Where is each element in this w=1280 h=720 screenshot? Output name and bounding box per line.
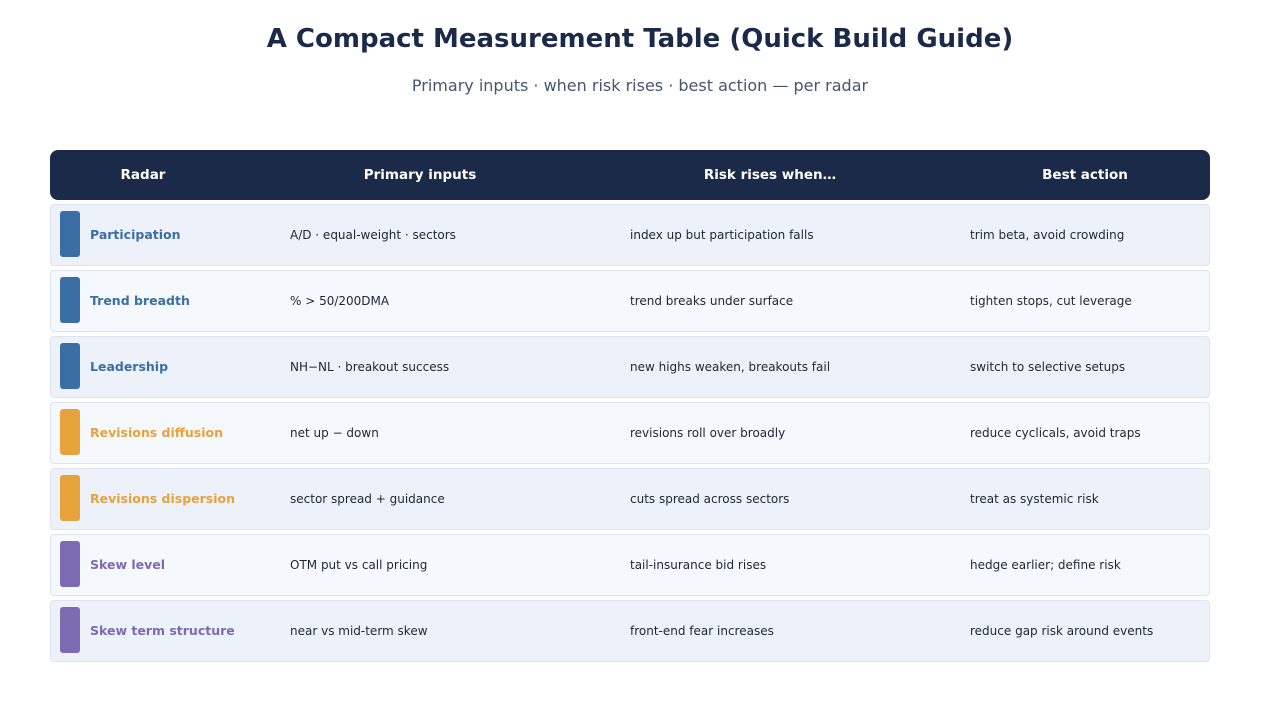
radar-name: Revisions diffusion xyxy=(90,425,224,440)
header-risk-rises-when: Risk rises when… xyxy=(703,167,837,183)
best-action-cell: tighten stops, cut leverage xyxy=(970,294,1132,308)
table-row xyxy=(50,336,1210,398)
primary-inputs-cell: near vs mid-term skew xyxy=(290,624,428,638)
risk-cell: cuts spread across sectors xyxy=(630,492,790,506)
risk-cell: index up but participation falls xyxy=(630,228,814,242)
header-primary-inputs: Primary inputs xyxy=(363,167,477,183)
table-body xyxy=(50,204,1210,666)
best-action-cell: treat as systemic risk xyxy=(970,492,1099,506)
radar-name: Revisions dispersion xyxy=(90,491,236,506)
table-row xyxy=(50,534,1210,596)
table-header xyxy=(50,150,1210,200)
category-color-bar xyxy=(60,409,80,455)
category-color-bar xyxy=(60,475,80,521)
header-best-action: Best action xyxy=(1042,167,1128,183)
header-radar: Radar xyxy=(120,167,166,183)
category-color-bar xyxy=(60,541,80,587)
best-action-cell: hedge earlier; define risk xyxy=(970,558,1121,572)
primary-inputs-cell: net up − down xyxy=(290,426,379,440)
table-row xyxy=(50,204,1210,266)
radar-name: Trend breadth xyxy=(90,293,190,308)
best-action-cell: trim beta, avoid crowding xyxy=(970,228,1125,242)
page-subtitle: Primary inputs · when risk rises · best action — per radar xyxy=(411,76,869,95)
primary-inputs-cell: sector spread + guidance xyxy=(290,492,445,506)
radar-name: Skew term structure xyxy=(90,623,235,638)
table-row xyxy=(50,600,1210,662)
best-action-cell: reduce cyclicals, avoid traps xyxy=(970,426,1141,440)
primary-inputs-cell: OTM put vs call pricing xyxy=(290,558,428,572)
primary-inputs-cell: % > 50/200DMA xyxy=(290,294,390,308)
category-color-bar xyxy=(60,277,80,323)
best-action-cell: switch to selective setups xyxy=(970,360,1126,374)
table-row xyxy=(50,402,1210,464)
primary-inputs-cell: NH−NL · breakout success xyxy=(290,360,450,374)
risk-cell: revisions roll over broadly xyxy=(630,426,786,440)
category-color-bar xyxy=(60,607,80,653)
radar-name: Skew level xyxy=(90,557,166,572)
risk-cell: new highs weaken, breakouts fail xyxy=(630,360,831,374)
best-action-cell: reduce gap risk around events xyxy=(970,624,1154,638)
radar-name: Participation xyxy=(90,227,181,242)
primary-inputs-cell: A/D · equal-weight · sectors xyxy=(290,228,456,242)
table-row xyxy=(50,270,1210,332)
category-color-bar xyxy=(60,343,80,389)
radar-name: Leadership xyxy=(90,359,169,374)
risk-cell: trend breaks under surface xyxy=(630,294,794,308)
risk-cell: front-end fear increases xyxy=(630,624,774,638)
risk-cell: tail-insurance bid rises xyxy=(630,558,767,572)
table-row xyxy=(50,468,1210,530)
page-title: A Compact Measurement Table (Quick Build Guide) xyxy=(266,24,1014,54)
category-color-bar xyxy=(60,211,80,257)
